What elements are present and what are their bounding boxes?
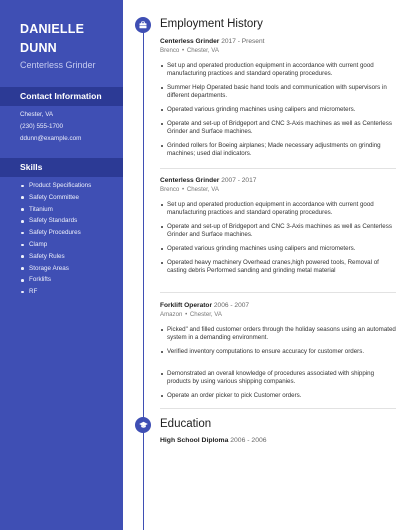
education-dates: 2006 - 2006 (230, 437, 267, 444)
first-name: DANIELLE (20, 22, 85, 36)
job-company: Brenco (160, 46, 180, 54)
bullet-item: Set up and operated production equipment in accordance with current good manufacturing practices and standard operating procedures. (160, 201, 398, 218)
job-location: Chester, VA (189, 310, 222, 318)
education-entry (160, 437, 267, 444)
job-location: Chester, VA (186, 46, 219, 54)
skill-item: Storage Areas (20, 263, 91, 275)
bullet-item: Set up and operated production equipment in accordance with current good manufacturing practices and standard operating procedures. (160, 62, 398, 79)
bullet-item: Operate an order picker to pick Customer orders. (160, 392, 398, 400)
job-entry: Forklift Operator 2006 - 2007 Amazon • Chester, VA (160, 302, 250, 318)
bullet-item: Operated various grinding machines using calipers and micrometers. (160, 245, 398, 253)
job-title: Centerless Grinder (160, 38, 220, 45)
job-dates: 2006 - 2007 (213, 302, 250, 309)
contact-heading: Contact Information (0, 87, 123, 106)
bullet-item: Operate and set-up of Bridgeport and CNC 3-Axis machines as well as Centerless Grinder and Surface machines. (160, 223, 398, 240)
job-location: Chester, VA (186, 185, 219, 193)
bullet-item: Picked" and filled customer orders through the holiday seasons using an automated system in a demanding environment. (160, 326, 398, 343)
education-heading: Education (160, 418, 212, 430)
bullet-item: Summer Help Operated basic hand tools and communication with supervisors in different departments. (160, 84, 398, 101)
employment-heading: Employment History (160, 18, 263, 30)
skills-heading: Skills (0, 158, 123, 177)
timeline-line (143, 25, 144, 530)
job-company: Brenco (160, 185, 180, 193)
contact-email[interactable]: ddunn@example.com (20, 135, 82, 142)
skill-item: Product Specifications (20, 180, 91, 192)
education-degree: High School Diploma (160, 437, 229, 444)
skill-item: Safety Rules (20, 251, 91, 263)
graduation-cap-icon (135, 417, 151, 433)
section-divider (160, 408, 396, 409)
contact-location: Chester, VA (20, 111, 54, 118)
bullet-item: Operated heavy machinery Overhead cranes,high powered tools, Removal of casting debris Performed sanding and grinding metal material (160, 259, 398, 276)
job-divider (160, 168, 396, 169)
job-title: Forklift Operator (160, 302, 213, 309)
job-company: Amazon (160, 310, 183, 318)
last-name: DUNN (20, 41, 57, 55)
job-entry: Centerless Grinder 2007 - 2017 Brenco • Chester, VA (160, 177, 257, 193)
skill-item: Clamp (20, 239, 91, 251)
job-dates: 2007 - 2017 (221, 177, 257, 184)
skills-list (20, 180, 91, 298)
briefcase-icon (135, 17, 151, 33)
candidate-name (20, 20, 120, 58)
bullet-item: Verified inventory computations to ensure accuracy for customer orders. (160, 348, 398, 356)
contact-phone: (230) 555-1700 (20, 123, 64, 130)
skill-item: Safety Procedures (20, 227, 91, 239)
sidebar (0, 0, 123, 530)
job-title: Centerless Grinder (160, 177, 220, 184)
job-divider (160, 292, 396, 293)
bullet-item: Operated various grinding machines using calipers and micrometers. (160, 106, 398, 114)
skill-item: Forklifts (20, 274, 91, 286)
bullet-item: Grinded rollers for Boeing airplanes; Made necessary adjustments on grinding machines; used dial indicators. (160, 142, 398, 159)
skill-item: RF (20, 286, 91, 298)
skill-item: Safety Committee (20, 192, 91, 204)
bullet-item: Operate and set-up of Bridgeport and CNC 3-Axis machines as well as Centerless Grinder and Surface machines. (160, 120, 398, 137)
bullet-item: Demonstrated an overall knowledge of procedures associated with shipping products by using various shipping companies. (160, 370, 398, 387)
skill-item: Safety Standards (20, 215, 91, 227)
job-entry: Centerless Grinder 2017 - Present Brenco • Chester, VA (160, 38, 265, 54)
candidate-title: Centerless Grinder (20, 60, 96, 70)
skill-item: Titanium (20, 204, 91, 216)
job-dates: 2017 - Present (221, 38, 265, 45)
